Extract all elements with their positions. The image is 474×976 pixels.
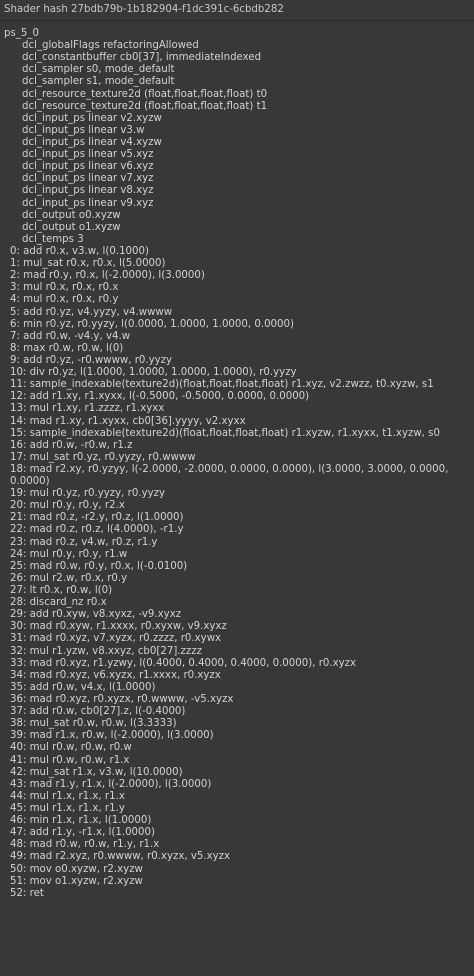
instructions-block <box>4 246 474 900</box>
instruction-line: 49: mad r2.xyz, r0.wwww, r0.xyzx, v5.xyzx <box>10 851 231 863</box>
instruction-line: 38: mul_sat r0.w, r0.w, l(3.3333) <box>10 718 177 730</box>
declaration-line: dcl_resource_texture2d (float,float,float,float) t1 <box>22 100 268 112</box>
declaration-line: dcl_input_ps linear v5.xyz <box>22 149 154 161</box>
instruction-line: 44: mul r1.x, r1.x, r1.x <box>10 790 125 802</box>
declaration-line: dcl_input_ps linear v4.xyzw <box>22 136 162 148</box>
instruction-line: 52: ret <box>10 887 44 899</box>
instruction-line: 17: mul_sat r0.yz, r0.yyzy, r0.wwww <box>10 451 196 463</box>
instruction-line: 8: max r0.w, r0.w, l(0) <box>10 342 124 354</box>
instruction-line: 45: mul r1.x, r1.x, r1.y <box>10 803 125 814</box>
instruction-line: 10: div r0.yz, l(1.0000, 1.0000, 1.0000, 1.0000), r0.yyzy <box>10 367 297 379</box>
declaration-line: dcl_sampler s0, mode_default <box>22 64 175 76</box>
instruction-line: 50: mov o0.xyzw, r2.xyzw <box>10 863 143 875</box>
declaration-line: dcl_input_ps linear v8.xyz <box>22 185 154 197</box>
instruction-line: 4: mul r0.x, r0.x, r0.y <box>10 294 119 306</box>
instruction-line: 5: add r0.yz, v4.yyzy, v4.wwww <box>10 306 173 318</box>
instruction-line: 12: add r1.xy, r1.xyxx, l(-0.5000, -0.5000, 0.0000, 0.0000) <box>10 391 310 403</box>
instruction-line: 33: mad r0.xyz, r1.yzwy, l(0.4000, 0.4000, 0.4000, 0.0000), r0.xyzx <box>10 657 357 669</box>
instruction-line: 22: mad r0.z, r0.z, l(4.0000), -r1.y <box>10 524 184 536</box>
instruction-line: 34: mad r0.xyz, v6.xyzx, r1.xxxx, r0.xyzx <box>10 669 221 681</box>
instruction-line: 36: mad r0.xyz, r0.xyzx, r0.wwww, -v5.xyzx <box>10 694 234 706</box>
declaration-line: dcl_input_ps linear v7.xyz <box>22 173 154 185</box>
instruction-line: 32: mul r1.yzw, v8.xxyz, cb0[27].zzzz <box>10 645 202 657</box>
instruction-line: 42: mul_sat r1.x, v3.w, l(10.0000) <box>10 766 183 778</box>
instruction-line: 15: sample_indexable(texture2d)(float,float,float,float) r1.xyzw, r1.xyxx, t1.xyzw, s0 <box>10 427 440 439</box>
declaration-line: dcl_input_ps linear v2.xyzw <box>22 112 162 124</box>
instruction-line: 20: mul r0.y, r0.y, r2.x <box>10 500 125 512</box>
instruction-line: 43: mad r1.y, r1.x, l(-2.0000), l(3.0000) <box>10 778 212 790</box>
instruction-line: 27: lt r0.x, r0.w, l(0) <box>10 585 113 597</box>
declaration-line: dcl_output o0.xyzw <box>22 209 121 221</box>
declarations-block <box>4 40 474 246</box>
instruction-line: 39: mad r1.x, r0.w, l(-2.0000), l(3.0000) <box>10 730 214 742</box>
instruction-line: 1: mul_sat r0.x, r0.x, l(5.0000) <box>10 258 166 270</box>
instruction-line: 21: mad r0.z, -r2.y, r0.z, l(1.0000) <box>10 512 184 524</box>
instruction-line: 0.0000) <box>10 476 50 488</box>
instruction-line: 2: mad r0.y, r0.x, l(-2.0000), l(3.0000) <box>10 270 205 282</box>
instruction-line: 0: add r0.x, v3.w, l(0.1000) <box>10 245 149 257</box>
shader-version: ps_5_0 <box>4 28 39 39</box>
instruction-line: 37: add r0.w, cb0[27].z, l(-0.4000) <box>10 706 186 718</box>
declaration-line: dcl_constantbuffer cb0[37], immediateIndexed <box>22 52 262 64</box>
declaration-line: dcl_temps 3 <box>22 233 84 245</box>
instruction-line: 40: mul r0.w, r0.w, r0.w <box>10 742 132 754</box>
instruction-line: 3: mul r0.x, r0.x, r0.x <box>10 282 119 294</box>
instruction-line: 14: mad r1.xy, r1.xyxx, cb0[36].yyyy, v2.xyxx <box>10 415 246 427</box>
instruction-line: 29: add r0.xyw, v8.xyxz, -v9.xyxz <box>10 609 182 621</box>
instruction-line: 30: mad r0.xyw, r1.xxxx, r0.xyxw, v9.xyxz <box>10 621 227 633</box>
instruction-line: 47: add r1.y, -r1.x, l(1.0000) <box>10 827 155 839</box>
instruction-line: 23: mad r0.z, v4.w, r0.z, r1.y <box>10 536 158 548</box>
instruction-line: 26: mul r2.w, r0.x, r0.y <box>10 572 128 584</box>
instruction-line: 35: add r0.w, v4.x, l(1.0000) <box>10 681 156 693</box>
declaration-line: dcl_sampler s1, mode_default <box>22 76 175 88</box>
instruction-line: 46: min r1.x, r1.x, l(1.0000) <box>10 815 152 827</box>
instruction-line: 51: mov o1.xyzw, r2.xyzw <box>10 875 143 887</box>
declaration-line: dcl_input_ps linear v3.w <box>22 124 145 136</box>
instruction-line: 48: mad r0.w, r0.w, r1.y, r1.x <box>10 839 160 851</box>
instruction-line: 25: mad r0.w, r0.y, r0.x, l(-0.0100) <box>10 560 188 572</box>
instruction-line: 41: mul r0.w, r0.w, r1.x <box>10 754 130 766</box>
instruction-line: 18: mad r2.xy, r0.yzyy, l(-2.0000, -2.0000, 0.0000, 0.0000), l(3.0000, 3.0000, 0.0000, <box>10 463 449 475</box>
instruction-line: 6: min r0.yz, r0.yyzy, l(0.0000, 1.0000, 1.0000, 0.0000) <box>10 318 294 330</box>
instruction-line: 28: discard_nz r0.x <box>10 597 107 609</box>
instruction-line: 16: add r0.w, -r0.w, r1.z <box>10 439 133 451</box>
shader-code-listing <box>0 28 474 900</box>
instruction-line: 7: add r0.w, -v4.y, v4.w <box>10 330 131 342</box>
declaration-line: dcl_output o1.xyzw <box>22 221 121 233</box>
instruction-line: 19: mul r0.yz, r0.yyzy, r0.yyzy <box>10 488 166 500</box>
instruction-line: 31: mad r0.xyz, v7.xyzx, r0.zzzz, r0.xywx <box>10 633 222 645</box>
instruction-line: 24: mul r0.y, r0.y, r1.w <box>10 548 128 560</box>
instruction-line: 11: sample_indexable(texture2d)(float,float,float,float) r1.xyz, v2.zwzz, t0.xyzw, s1 <box>10 379 434 391</box>
declaration-line: dcl_globalFlags refactoringAllowed <box>22 40 199 52</box>
instruction-line: 9: add r0.yz, -r0.wwww, r0.yyzy <box>10 354 173 366</box>
declaration-line: dcl_input_ps linear v6.xyz <box>22 161 154 173</box>
instruction-line: 13: mul r1.xy, r1.zzzz, r1.xyxx <box>10 403 165 415</box>
declaration-line: dcl_input_ps linear v9.xyz <box>22 197 154 209</box>
declaration-line: dcl_resource_texture2d (float,float,float,float) t0 <box>22 88 268 100</box>
shader-hash-header: Shader hash 27bdb79b-1b182904-f1dc391c-6cbdb282 <box>0 0 474 21</box>
